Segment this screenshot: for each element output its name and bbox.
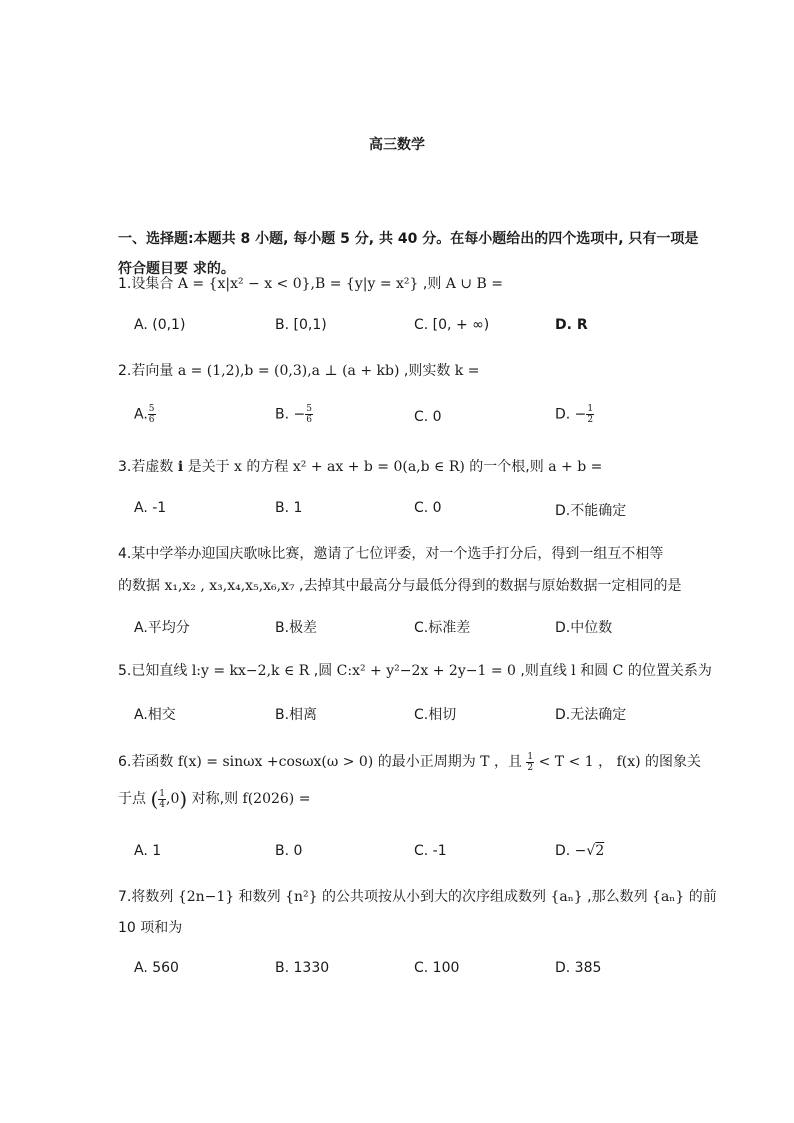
q5-text: 的位置关系为	[623, 663, 712, 679]
fraction-numerator: 5	[306, 404, 312, 414]
q7-option-a: A. 560	[134, 960, 179, 976]
q4-text: ,去掉其中最高分与最低分得到的数据与原始数据一定相同的是	[294, 578, 682, 594]
q1-option-a: A. (0,1)	[134, 317, 186, 333]
q3-option-a: A. -1	[134, 500, 167, 516]
question-6-stem-line2	[118, 787, 310, 811]
q6-option-c: C. -1	[414, 843, 447, 859]
q6-function-formula: f(x) = sinωx +cosωx(ω > 0)	[177, 754, 374, 770]
q3-text: 是关于	[183, 459, 235, 475]
fraction-numerator: 1	[527, 751, 534, 762]
q6-text: 的最小正周期为	[373, 754, 481, 770]
q5-option-a: A.相交	[134, 707, 176, 723]
fraction-denominator: 4	[159, 799, 165, 810]
fraction-numerator: 1	[159, 788, 165, 799]
q7-square-sequence: {n²}	[285, 889, 318, 905]
q3-option-d: D.不能确定	[555, 503, 627, 519]
q1-sets-formula: A = {x|x² − x < 0},B = {y|y = x²}	[177, 276, 419, 292]
q6-option-b: B. 0	[275, 843, 303, 859]
q6-text: 的图象关	[640, 754, 702, 770]
q4-option-d: D.中位数	[555, 620, 613, 636]
sqrt-icon: √	[586, 843, 596, 859]
question-7-stem-line1	[118, 886, 717, 906]
section-heading-line1: 一、选择题:本题共 8 小题, 每小题 5 分, 共 40 分。在每小题给出的四个选项中, 只有一项是	[118, 231, 699, 247]
q1-text: 1.设集合	[118, 276, 178, 292]
q2-option-d-fraction	[586, 404, 594, 425]
q3-x: x	[234, 459, 242, 475]
q5-line-formula: l:y = kx−2,k ∈ R	[191, 663, 310, 679]
q6-inequality: < T < 1	[534, 754, 594, 770]
q7-odd-sequence: {2n−1}	[177, 889, 235, 905]
q6-option-a: A. 1	[134, 843, 162, 859]
q2-option-b-fraction	[305, 404, 313, 425]
page-title: 高三数学	[369, 137, 425, 153]
q3-sum-formula: a + b =	[548, 459, 603, 475]
q6-text: ，且	[489, 754, 527, 770]
question-3-stem	[118, 456, 602, 476]
q6-t: T	[480, 754, 490, 770]
q6-paren-left: (	[150, 787, 159, 811]
q2-option-a	[134, 404, 156, 425]
q7-text: 的前	[684, 889, 717, 905]
q6-text: 于点	[118, 791, 151, 807]
fraction-denominator: 6	[306, 415, 312, 425]
q1-option-c: C. [0, + ∞)	[414, 317, 490, 333]
q3-equation: x² + ax + b = 0(a,b ∈ R)	[292, 459, 465, 475]
q2-option-b	[275, 404, 313, 425]
q3-option-b: B. 1	[275, 500, 303, 516]
q6-text: ，	[593, 754, 617, 770]
question-4-stem-line2	[118, 575, 682, 595]
q3-imaginary-unit: i	[177, 459, 184, 475]
q2-option-d-label: D. −	[555, 406, 587, 423]
q1-option-b: B. [0,1)	[275, 317, 327, 333]
q3-option-c: C. 0	[414, 500, 442, 516]
q1-option-d: D. R	[555, 317, 588, 333]
q6-sqrt-argument: 2	[595, 843, 605, 859]
q4-option-b: B.极差	[275, 620, 318, 636]
q7-an: {aₙ}	[652, 889, 685, 905]
q5-text: ,则直线	[515, 663, 572, 679]
q6-fx: f(x)	[616, 754, 641, 770]
question-6-stem-line1	[118, 751, 701, 773]
q3-text: 的方程	[241, 459, 293, 475]
fraction-denominator: 2	[587, 415, 594, 425]
q7-text: ,那么数列	[582, 889, 653, 905]
q2-option-d	[555, 404, 594, 425]
q1-text: ,则	[418, 276, 446, 292]
question-5-stem	[118, 660, 712, 680]
q2-option-a-label: A.	[134, 406, 148, 423]
q2-option-c: C. 0	[414, 409, 442, 425]
question-1-stem	[118, 273, 503, 293]
q5-text: 和圆	[575, 663, 613, 679]
q2-vector-formula: a = (1,2),b = (0,3),a ⊥ (a + kb)	[177, 363, 400, 379]
q5-text: 5.已知直线	[118, 663, 192, 679]
q5-option-d: D.无法确定	[555, 707, 627, 723]
question-4-stem-line1: 4.某中学举办迎国庆歌咏比赛，邀请了七位评委，对一个选手打分后，得到一组互不相等	[118, 546, 664, 562]
q7-option-d: D. 385	[555, 960, 602, 976]
q7-an: {aₙ}	[550, 889, 583, 905]
q6-quarter-fraction	[158, 789, 166, 810]
q6-f2026: f(2026) =	[242, 791, 311, 807]
q4-text: 的数据	[118, 578, 165, 594]
q6-point-y: ,0	[166, 791, 180, 807]
fraction-denominator: 6	[148, 415, 155, 425]
q6-half-fraction	[526, 752, 534, 773]
q7-option-b: B. 1330	[275, 960, 330, 976]
q2-k-formula: k =	[454, 363, 480, 379]
q4-data-formula: x₁,x₂ , x₃,x₄,x₅,x₆,x₇	[164, 578, 295, 594]
q6-text: 对称,则	[187, 791, 243, 807]
q5-text: ,圆	[309, 663, 337, 679]
q3-text: 3.若虚数	[118, 459, 178, 475]
fraction-numerator: 5	[148, 404, 155, 414]
q5-circle-formula: C:x² + y²−2x + 2y−1 = 0	[336, 663, 516, 679]
q7-text: 和数列	[234, 889, 286, 905]
question-2-stem	[118, 360, 479, 380]
fraction-denominator: 2	[527, 762, 534, 773]
q7-text: 的公共项按从小到大的次序组成数列	[317, 889, 551, 905]
q5-option-b: B.相离	[275, 707, 318, 723]
q5-l: l	[571, 663, 576, 679]
q5-c: C	[612, 663, 624, 679]
q4-option-a: A.平均分	[134, 620, 190, 636]
q6-text: 6.若函数	[118, 754, 178, 770]
q6-paren-right: )	[179, 787, 188, 811]
section-heading-line2: 符合题目要 求的。	[118, 261, 235, 277]
q6-option-d-label: D. −	[555, 843, 587, 859]
q3-text: 的一个根,则	[464, 459, 549, 475]
q4-option-c: C.标准差	[414, 620, 471, 636]
q7-text: 7.将数列	[118, 889, 178, 905]
q7-option-c: C. 100	[414, 960, 460, 976]
q5-option-c: C.相切	[414, 707, 457, 723]
q2-text: ,则实数	[399, 363, 455, 379]
question-7-stem-line2: 10 项和为	[118, 920, 183, 936]
q1-union-formula: A ∪ B =	[445, 276, 503, 292]
q2-text: 2.若向量	[118, 363, 178, 379]
fraction-numerator: 1	[587, 404, 594, 414]
q6-option-d	[555, 843, 604, 859]
q2-option-a-fraction	[148, 404, 156, 425]
q2-option-b-label: B. −	[275, 406, 306, 423]
